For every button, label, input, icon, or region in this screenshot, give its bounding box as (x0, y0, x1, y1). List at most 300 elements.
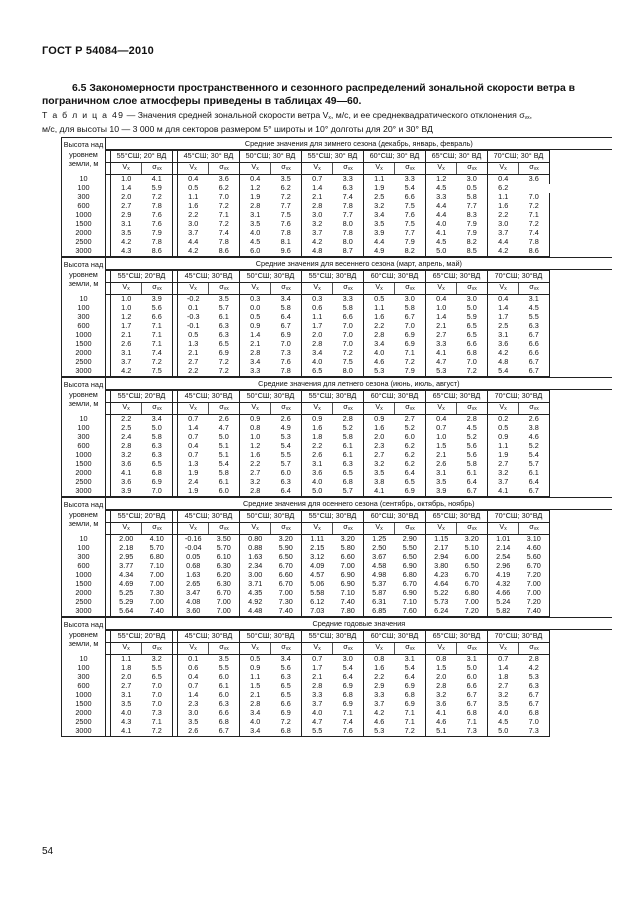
sigma-value: 7.2 (209, 202, 240, 211)
sigma-value: 7.9 (457, 229, 488, 238)
sigma-value: 5.8 (209, 469, 240, 478)
sigma-value: 6.6 (333, 313, 364, 322)
sigma-value: 6.5 (209, 340, 240, 349)
height-value: 3000 (62, 487, 106, 497)
sector-header: 70°СШ; 30° ВД (488, 151, 550, 163)
vx-value: 4.4 (374, 238, 385, 247)
vx-value: 3.5 (374, 220, 385, 229)
vx-value: 4.2 (312, 238, 323, 247)
height-value: 10 (62, 655, 106, 665)
vx-value: 1.4 (121, 184, 132, 193)
sigma-value: 6.4 (271, 487, 302, 497)
sigma-value: 7.30 (142, 589, 173, 598)
vx-value: 2.0 (121, 673, 132, 682)
vx-value: 3.3 (436, 193, 447, 202)
vx-value: 3.4 (374, 211, 385, 220)
sigma-value: 6.7 (209, 727, 240, 737)
height-value: 2000 (62, 229, 106, 238)
table-row (62, 184, 612, 193)
sigma-value: 3.50 (209, 535, 240, 545)
vx-value: 4.0 (498, 709, 509, 718)
sigma-value: 7.2 (519, 202, 550, 211)
vx-value: 1.9 (250, 193, 261, 202)
season-block (61, 497, 612, 617)
height-column-header: Высота над уровнем земли, м (62, 258, 106, 295)
sigma-value: 6.2 (395, 451, 426, 460)
sigma-value: 7.8 (142, 238, 173, 247)
vx-value: 1.6 (498, 202, 509, 211)
vx-value: -0.1 (186, 322, 200, 331)
sigma-value: 6.70 (271, 580, 302, 589)
vx-label: $V_x$ (240, 163, 271, 175)
vx-value: 5.3 (426, 367, 457, 377)
sigma-vx-label: $\sigma_{vx}$ (457, 403, 488, 415)
sigma-value: 3.6 (519, 175, 550, 185)
vx-value: 1.3 (188, 460, 199, 469)
height-column-header: Высота над уровнем земли, м (62, 618, 106, 655)
vx-value: 1.2 (121, 313, 132, 322)
sigma-value: 7.9 (395, 238, 426, 247)
sigma-value: 7.2 (209, 358, 240, 367)
sigma-value: 7.40 (142, 607, 173, 617)
vx-value: 4.58 (372, 562, 387, 571)
height-value: 100 (62, 424, 106, 433)
sigma-value: 5.9 (457, 313, 488, 322)
sigma-value: 7.0 (142, 700, 173, 709)
height-value: 100 (62, 664, 106, 673)
sigma-value: 3.8 (519, 424, 550, 433)
sector-header: 60°СШ; 30°ВД (364, 391, 426, 403)
sigma-value: 7.6 (142, 220, 173, 229)
sigma-value: 7.00 (333, 562, 364, 571)
sigma-value: 5.0 (457, 304, 488, 313)
height-value: 600 (62, 322, 106, 331)
vx-value: -0.2 (186, 294, 200, 304)
vx-value: 0.5 (250, 313, 261, 322)
vx-value: 1.1 (374, 304, 385, 313)
sigma-value: 6.7 (519, 367, 550, 377)
sigma-value: 7.8 (209, 238, 240, 247)
vx-value: -0.16 (184, 534, 202, 544)
height-value: 2000 (62, 709, 106, 718)
sigma-value: 7.9 (142, 229, 173, 238)
vx-value: 0.4 (436, 294, 447, 304)
sigma-value: 3.6 (209, 175, 240, 185)
sector-header: 65°СШ; 30°ВД (426, 631, 488, 643)
vx-value: 3.77 (119, 562, 134, 571)
sigma-value: 6.6 (457, 682, 488, 691)
sigma-value: 6.1 (333, 442, 364, 451)
vx-value: 0.0 (250, 304, 261, 313)
vx-value: 0.05 (186, 553, 201, 562)
table-row (62, 571, 612, 580)
vx-value: 0.7 (312, 654, 323, 664)
vx-value: 1.9 (178, 487, 209, 497)
sigma-value: 7.00 (519, 589, 550, 598)
sigma-value: 8.1 (271, 238, 302, 247)
vx-value: 0.4 (188, 442, 199, 451)
vx-value: 1.0 (436, 304, 447, 313)
vx-value: 2.0 (121, 193, 132, 202)
sigma-value: 6.1 (457, 469, 488, 478)
sigma-value: 7.0 (395, 322, 426, 331)
vx-value: 4.2 (178, 247, 209, 257)
sigma-value: 6.2 (209, 184, 240, 193)
sigma-value: 7.2 (457, 367, 488, 377)
vx-value: 4.4 (436, 211, 447, 220)
height-value: 1500 (62, 700, 106, 709)
sigma-value: 5.50 (395, 544, 426, 553)
sigma-value: 5.4 (395, 664, 426, 673)
sigma-value: 5.70 (209, 544, 240, 553)
vx-value: 0.4 (250, 174, 261, 184)
sigma-value: 2.6 (209, 415, 240, 425)
sigma-value: 6.3 (142, 442, 173, 451)
sigma-value: 6.7 (519, 331, 550, 340)
sigma-value: 6.30 (209, 580, 240, 589)
vx-value: 5.64 (111, 607, 142, 617)
sigma-value: 6.1 (209, 682, 240, 691)
sigma-value: 6.9 (395, 340, 426, 349)
vx-value: 2.65 (186, 580, 201, 589)
sigma-value: 5.7 (209, 304, 240, 313)
table-row (62, 313, 612, 322)
table-row (62, 469, 612, 478)
vx-value: 4.0 (436, 220, 447, 229)
vx-value: 3.2 (436, 691, 447, 700)
sigma-value: 6.5 (395, 478, 426, 487)
vx-value: 1.0 (121, 294, 132, 304)
vx-value: 1.5 (436, 664, 447, 673)
sigma-value: 6.8 (457, 709, 488, 718)
sigma-value: 5.80 (333, 544, 364, 553)
vx-label: $V_x$ (178, 523, 209, 535)
table-row (62, 589, 612, 598)
sigma-value: 6.5 (271, 691, 302, 700)
height-value: 3000 (62, 727, 106, 737)
vx-value: 1.5 (250, 682, 261, 691)
vx-value: 1.6 (312, 424, 323, 433)
sigma-value: 6.80 (457, 589, 488, 598)
sigma-vx-label: $\sigma_{vx}$ (395, 523, 426, 535)
vx-value: 1.1 (250, 673, 261, 682)
sigma-value: 6.50 (457, 562, 488, 571)
vx-label: $V_x$ (302, 403, 333, 415)
season-block (61, 137, 612, 257)
vx-label: $V_x$ (111, 283, 142, 295)
vx-value: 2.7 (121, 202, 132, 211)
sigma-value: 3.9 (142, 295, 173, 305)
sector-header: 55°СШ; 20°ВД (111, 631, 173, 643)
vx-value: 3.8 (374, 478, 385, 487)
sigma-value: 7.5 (395, 220, 426, 229)
sigma-value: 6.1 (209, 313, 240, 322)
sigma-value: 7.40 (519, 607, 550, 617)
vx-label: $V_x$ (111, 403, 142, 415)
sigma-value: 6.4 (271, 313, 302, 322)
vx-value: 4.1 (436, 709, 447, 718)
sigma-value: 4.60 (519, 544, 550, 553)
height-value: 300 (62, 433, 106, 442)
vx-value: 6.2 (498, 184, 509, 193)
vx-value: 0.80 (248, 534, 263, 544)
sigma-value: 5.2 (395, 424, 426, 433)
sigma-value: 7.7 (271, 202, 302, 211)
vx-value: 2.9 (374, 682, 385, 691)
sigma-value: 3.20 (271, 535, 302, 545)
sigma-vx-label: $\sigma_{vx}$ (209, 283, 240, 295)
sigma-value: 4.5 (457, 424, 488, 433)
table-row (62, 442, 612, 451)
sigma-value: 3.5 (209, 655, 240, 665)
vx-value: 2.2 (312, 442, 323, 451)
table-row (62, 709, 612, 718)
vx-value: 3.60 (178, 607, 209, 617)
vx-value: 1.01 (496, 534, 511, 544)
vx-value: 1.7 (312, 664, 323, 673)
sigma-value: 7.0 (142, 691, 173, 700)
sigma-value: 6.9 (209, 349, 240, 358)
sigma-value: 8.2 (395, 247, 426, 257)
vx-label: $V_x$ (240, 283, 271, 295)
sigma-value: 6.5 (142, 673, 173, 682)
sigma-value: 7.4 (209, 229, 240, 238)
sigma-value: 6.0 (457, 673, 488, 682)
vx-label: $V_x$ (178, 643, 209, 655)
sigma-value: 8.7 (333, 247, 364, 257)
vx-value: 2.7 (374, 451, 385, 460)
sigma-value: 7.1 (142, 331, 173, 340)
vx-value: 2.1 (436, 451, 447, 460)
sigma-value: 3.0 (457, 295, 488, 305)
sigma-value: 8.2 (457, 238, 488, 247)
vx-value: 2.2 (250, 460, 261, 469)
vx-value: 5.24 (496, 598, 511, 607)
vx-value: 3.6 (312, 469, 323, 478)
height-value: 300 (62, 673, 106, 682)
vx-value: 2.7 (498, 460, 509, 469)
sigma-value: 6.2 (395, 442, 426, 451)
vx-value: 2.2 (121, 414, 132, 424)
sigma-value: 7.20 (519, 571, 550, 580)
sigma-value: 6.9 (142, 478, 173, 487)
vx-value: 4.0 (312, 709, 323, 718)
height-value: 1000 (62, 211, 106, 220)
vx-value: 4.2 (374, 709, 385, 718)
vx-value: 0.4 (436, 414, 447, 424)
vx-value: 5.5 (302, 727, 333, 737)
vx-value: 6.85 (364, 607, 395, 617)
sigma-value: 7.1 (209, 211, 240, 220)
table-row (62, 322, 612, 331)
vx-value: 2.8 (312, 202, 323, 211)
vx-value: 4.0 (312, 478, 323, 487)
sector-header: 55°СШ; 30°ВД (302, 391, 364, 403)
sigma-value: 7.60 (395, 607, 426, 617)
sigma-value: 8.5 (457, 247, 488, 257)
vx-value: 3.4 (250, 709, 261, 718)
vx-value: 4.2 (488, 247, 519, 257)
sector-header: 50°СШ; 30° ВД (240, 151, 302, 163)
sigma-value: 5.4 (271, 442, 302, 451)
vx-value: 4.23 (434, 571, 449, 580)
table-row (62, 544, 612, 553)
vx-value: 2.7 (121, 682, 132, 691)
table-row (62, 673, 612, 682)
sigma-value: 7.1 (395, 718, 426, 727)
sigma-value: 6.70 (209, 589, 240, 598)
sigma-vx-label: $\sigma_{vx}$ (271, 523, 302, 535)
sigma-value: 5.8 (142, 433, 173, 442)
vx-value: 2.1 (188, 349, 199, 358)
sigma-value: 5.6 (271, 664, 302, 673)
sigma-value: 6.4 (519, 478, 550, 487)
vx-label: $V_x$ (426, 163, 457, 175)
sigma-value: 3.10 (519, 535, 550, 545)
season-title: Средние значения для летнего сезона (июнь, июль, август) (106, 378, 612, 390)
sigma-vx-label: $\sigma_{vx}$ (333, 163, 364, 175)
vx-value: 1.9 (498, 451, 509, 460)
vx-value: 3.4 (250, 358, 261, 367)
sigma-vx-label: $\sigma_{vx}$ (209, 523, 240, 535)
sigma-value: 7.2 (395, 727, 426, 737)
sigma-vx-label: $\sigma_{vx}$ (271, 283, 302, 295)
vx-value: 3.4 (240, 727, 271, 737)
sigma-value: 6.90 (395, 589, 426, 598)
vx-value: 2.8 (312, 682, 323, 691)
sigma-value: 7.2 (142, 727, 173, 737)
sigma-value: 6.9 (395, 487, 426, 497)
sigma-vx-label: $\sigma_{vx}$ (209, 163, 240, 175)
wind-speed-table (61, 137, 608, 737)
vx-value: 4.2 (498, 349, 509, 358)
sigma-value: 5.5 (271, 451, 302, 460)
vx-value: 2.5 (498, 322, 509, 331)
sigma-value: 4.2 (519, 664, 550, 673)
vx-value: 1.25 (372, 534, 387, 544)
sigma-value: 2.8 (333, 415, 364, 425)
vx-value: 0.8 (436, 654, 447, 664)
season-title: Средние годовые значения (106, 618, 612, 630)
vx-value: 3.2 (374, 202, 385, 211)
sigma-value: 7.20 (519, 598, 550, 607)
sigma-value: 5.5 (519, 313, 550, 322)
vx-value: 3.12 (310, 553, 325, 562)
sigma-value: 6.8 (395, 691, 426, 700)
vx-label: $V_x$ (364, 643, 395, 655)
vx-value: 3.6 (121, 460, 132, 469)
height-value: 3000 (62, 247, 106, 257)
vx-label: $V_x$ (240, 523, 271, 535)
sigma-value: 5.9 (142, 184, 173, 193)
vx-value: 3.4 (312, 349, 323, 358)
table-row (62, 598, 612, 607)
vx-value: 2.7 (436, 331, 447, 340)
sigma-value: 6.9 (333, 682, 364, 691)
sigma-value: 6.3 (142, 451, 173, 460)
sigma-vx-label: $\sigma_{vx}$ (209, 643, 240, 655)
sigma-value: 6.5 (457, 331, 488, 340)
vx-value: 1.1 (188, 193, 199, 202)
vx-value: 1.4 (436, 313, 447, 322)
sigma-value: 7.2 (142, 358, 173, 367)
height-value: 2000 (62, 589, 106, 598)
vx-value: 3.6 (121, 478, 132, 487)
sector-header: 50°СШ; 30°ВД (240, 511, 302, 523)
sector-header: 70°СШ; 30°ВД (488, 391, 550, 403)
sigma-value: 6.8 (142, 469, 173, 478)
sigma-value: 7.7 (395, 229, 426, 238)
vx-value: 4.1 (364, 487, 395, 497)
vx-value: 3.71 (248, 580, 263, 589)
sigma-value: 6.80 (395, 571, 426, 580)
vx-value: 5.3 (364, 727, 395, 737)
sigma-value: 6.6 (457, 340, 488, 349)
vx-value: 3.5 (498, 700, 509, 709)
sigma-value: 6.0 (271, 469, 302, 478)
sigma-value: 7.6 (142, 211, 173, 220)
vx-value: 2.6 (178, 727, 209, 737)
vx-value: 0.7 (188, 433, 199, 442)
caption-text-mid: , м/с, и ее среднеквадратического отклонения σ (330, 110, 525, 120)
sigma-value: 6.70 (271, 562, 302, 571)
height-value: 2500 (62, 478, 106, 487)
vx-value: 2.0 (436, 673, 447, 682)
vx-value: 2.94 (434, 553, 449, 562)
vx-value: 4.5 (436, 238, 447, 247)
sigma-value: 6.6 (519, 349, 550, 358)
sigma-value: 5.7 (519, 460, 550, 469)
vx-value: 1.0 (121, 174, 132, 184)
sigma-value: 3.0 (457, 175, 488, 185)
sigma-value: 3.5 (271, 175, 302, 185)
vx-value: 5.0 (302, 487, 333, 497)
vx-label: $V_x$ (111, 523, 142, 535)
vx-value: 1.7 (121, 322, 132, 331)
vx-value: 3.1 (250, 211, 261, 220)
vx-value: 5.82 (488, 607, 519, 617)
sigma-value: 5.8 (457, 460, 488, 469)
vx-value: 2.8 (250, 700, 261, 709)
sigma-value: 6.7 (457, 691, 488, 700)
vx-value: 3.1 (121, 349, 132, 358)
vx-value: 2.6 (436, 460, 447, 469)
vx-value: 2.2 (374, 673, 385, 682)
sigma-vx-label: $\sigma_{vx}$ (519, 403, 550, 415)
sigma-vx-label: $\sigma_{vx}$ (142, 523, 173, 535)
vx-value: 6.31 (372, 598, 387, 607)
sigma-vx-label: $\sigma_{vx}$ (271, 163, 302, 175)
sector-header: 60°СШ; 30°ВД (364, 631, 426, 643)
vx-label: $V_x$ (426, 523, 457, 535)
height-value: 10 (62, 175, 106, 185)
sigma-value: 6.7 (457, 487, 488, 497)
table-row (62, 211, 612, 220)
vx-value: 2.7 (188, 358, 199, 367)
vx-value: 0.8 (250, 424, 261, 433)
sector-header: 70°СШ; 30°ВД (488, 631, 550, 643)
sigma-value: 7.2 (271, 193, 302, 202)
sigma-value: 3.3 (333, 295, 364, 305)
vx-value: 4.0 (250, 229, 261, 238)
sigma-vx-label: $\sigma_{vx}$ (519, 283, 550, 295)
vx-value: 2.8 (240, 487, 271, 497)
sector-header: 55°СШ; 20°ВД (111, 391, 173, 403)
sigma-value: 6.9 (395, 700, 426, 709)
sigma-value: 6.3 (209, 322, 240, 331)
vx-value: 0.6 (312, 304, 323, 313)
sigma-value: 7.6 (333, 727, 364, 737)
